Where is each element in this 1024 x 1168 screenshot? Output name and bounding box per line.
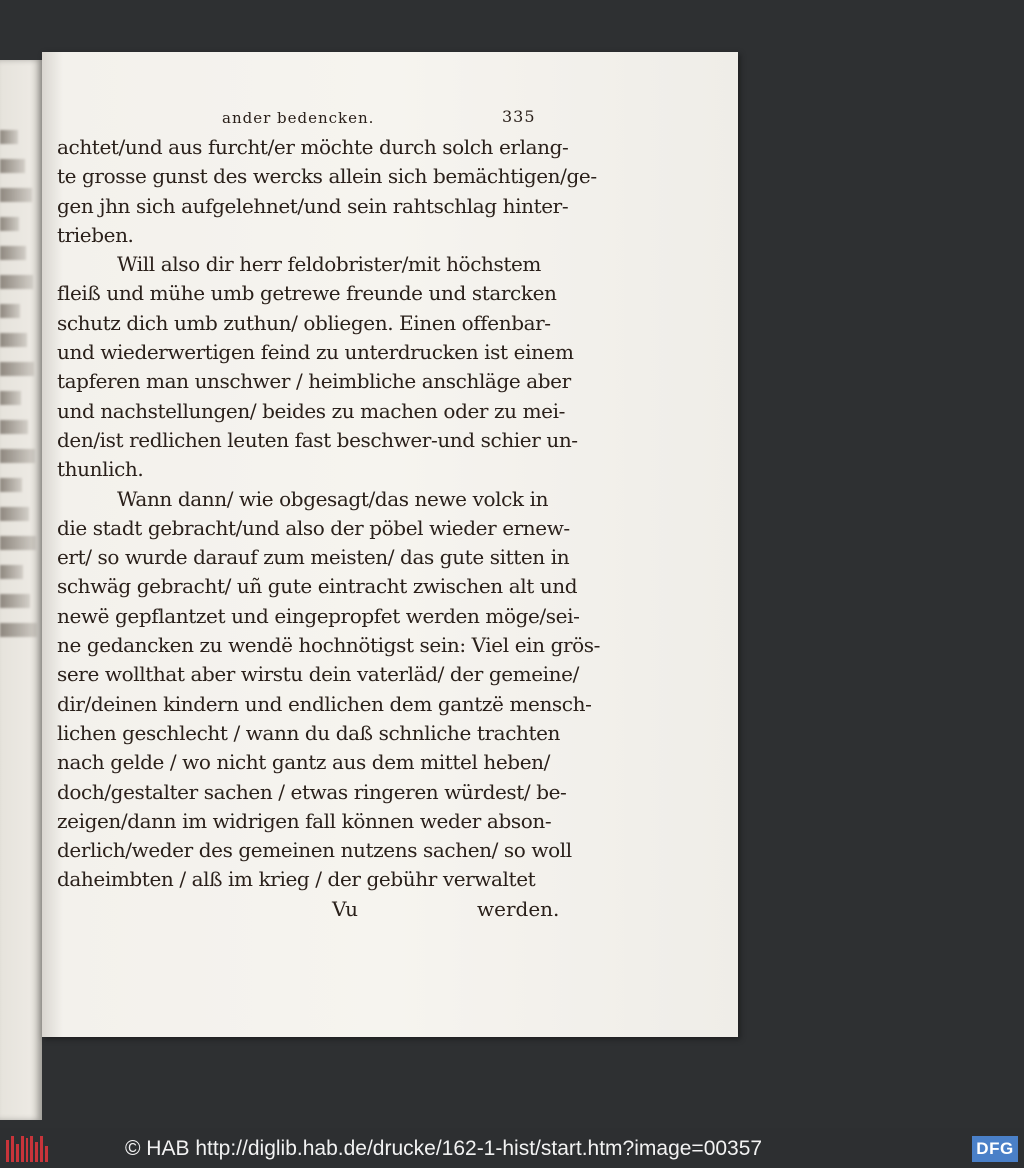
ghost-text-line <box>0 536 36 550</box>
text-line: nach gelde / wo nicht gantz aus dem mittel heben/ <box>57 750 550 775</box>
text-line: fleiß und mühe umb getrewe freunde und starcken <box>57 281 557 306</box>
text-line: schutz dich umb zuthun/ obliegen. Einen offenbar- <box>57 310 551 335</box>
text-line: ne gedancken zu wendë hochnötigst sein: Viel ein grös- <box>57 633 600 658</box>
text-body <box>57 133 677 895</box>
text-line: te grosse gunst des wercks allein sich bemächtigen/ge- <box>57 164 597 189</box>
ghost-text-line <box>0 391 21 405</box>
text-line: sere wollthat aber wirstu dein vaterläd/ der gemeine/ <box>57 662 579 687</box>
previous-page-edge <box>0 60 42 1120</box>
text-line: dir/deinen kindern und endlichen dem gantzë mensch- <box>57 691 592 716</box>
ghost-text-line <box>0 478 22 492</box>
text-line: achtet/und aus furcht/er möchte durch solch erlang- <box>57 135 569 159</box>
text-line: newë gepflantzet und eingepropfet werden möge/sei- <box>57 603 580 628</box>
hab-logo-bar <box>45 1146 48 1162</box>
text-line: derlich/weder des gemeinen nutzens sachen/ so woll <box>57 838 572 863</box>
text-line: thunlich. <box>57 457 144 482</box>
hab-logo-bar <box>30 1136 33 1162</box>
hab-logo-icon <box>6 1136 48 1162</box>
book-page <box>42 52 738 1037</box>
ghost-text-line <box>0 304 20 318</box>
credit-url[interactable]: © HAB http://diglib.hab.de/drucke/162-1-hist/start.htm?image=00357 <box>125 1137 763 1160</box>
ghost-text-line <box>0 507 29 521</box>
ghost-text-line <box>0 362 34 376</box>
text-line: ert/ so wurde darauf zum meisten/ das gute sitten in <box>57 545 570 570</box>
text-line: zeigen/dann im widrigen fall können weder abson- <box>57 808 552 833</box>
ghost-text-line <box>0 275 33 289</box>
hab-logo-bar <box>21 1136 24 1162</box>
hab-logo-bar <box>6 1140 9 1162</box>
text-line: den/ist redlichen leuten fast beschwer-und schier un- <box>57 427 578 452</box>
text-line: trieben. <box>57 222 134 247</box>
ghost-text-line <box>0 565 23 579</box>
text-line: und nachstellungen/ beides zu machen oder zu mei- <box>57 398 565 423</box>
text-line: und wiederwertigen feind zu unterdrucken ist einem <box>57 340 574 365</box>
page-text <box>57 107 677 925</box>
text-line: lichen geschlecht / wann du daß schnliche trachten <box>57 720 561 745</box>
text-line: gen jhn sich aufgelehnet/und sein rahtschlag hinter- <box>57 193 569 218</box>
hab-logo-bar <box>26 1138 29 1162</box>
ghost-text-line <box>0 420 28 434</box>
ghost-text-line <box>0 333 27 347</box>
running-head: ander bedencken. <box>222 109 375 127</box>
ghost-text-line <box>0 130 18 144</box>
text-line: Will also dir herr feldobrister/mit höchstem <box>117 252 541 277</box>
hab-logo-bar <box>35 1142 38 1162</box>
ghost-text-line <box>0 188 32 202</box>
ghost-text-line <box>0 246 26 260</box>
ghost-text-line <box>0 449 35 463</box>
ghost-text-line <box>0 159 25 173</box>
page-footer-line <box>57 895 677 925</box>
footer-bar <box>0 1128 1024 1168</box>
ghost-text-line <box>0 217 19 231</box>
page-number: 335 <box>502 107 536 126</box>
ghost-text-line <box>0 594 30 608</box>
signature-mark: Vu <box>332 896 359 921</box>
text-line: Wann dann/ wie obgesagt/das newe volck in <box>117 486 549 511</box>
text-line: doch/gestalter sachen / etwas ringeren würdest/ be- <box>57 779 567 804</box>
text-line: die stadt gebracht/und also der pöbel wieder ernew- <box>57 515 570 540</box>
page-header <box>57 107 677 133</box>
text-line: tapferen man unschwer / heimbliche anschläge aber <box>57 369 571 394</box>
catchword: werden. <box>477 896 560 921</box>
dfg-logo-icon: DFG <box>972 1136 1018 1162</box>
text-line: daheimbten / alß im krieg / der gebühr verwaltet <box>57 867 536 892</box>
ghost-text-line <box>0 623 37 637</box>
text-line: schwäg gebracht/ uñ gute eintracht zwischen alt und <box>57 574 578 599</box>
hab-logo-bar <box>40 1136 43 1162</box>
hab-logo-bar <box>16 1144 19 1162</box>
hab-logo-bar <box>11 1136 14 1162</box>
